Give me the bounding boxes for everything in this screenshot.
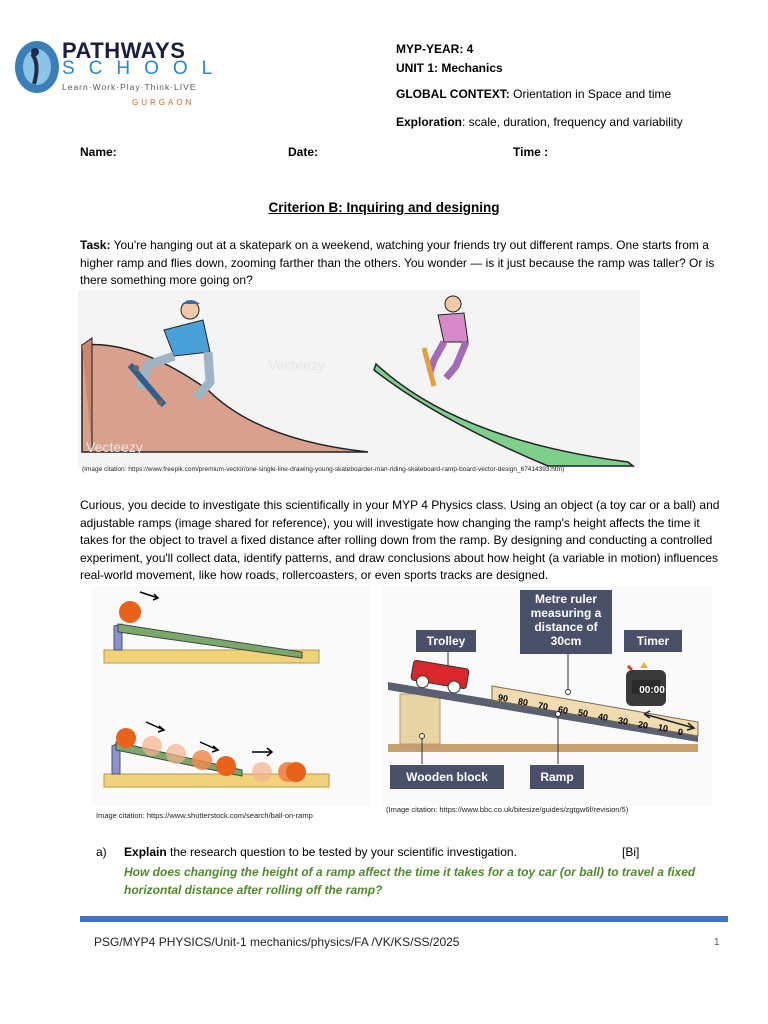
image3-citation: (Image citation: https://www.bbc.co.uk/bitesize/guides/zgtgw6f/revision/5) xyxy=(386,805,629,814)
ruler-mark: 50 xyxy=(577,707,589,719)
ruler-mark: 20 xyxy=(637,719,649,731)
page-number: 1 xyxy=(714,937,720,948)
task-label: Task: xyxy=(80,238,111,252)
ruler-mark: 60 xyxy=(557,704,569,716)
logo-name: PATHWAYS xyxy=(62,38,186,63)
global-context xyxy=(396,87,671,101)
timer-display: 00:00 xyxy=(639,685,665,696)
timer-label: Timer xyxy=(624,630,682,652)
trolley-label: Trolley xyxy=(416,630,476,652)
ruler-mark: 70 xyxy=(537,700,549,712)
svg-text:Vecteezy: Vecteezy xyxy=(86,439,143,455)
school-logo-emblem xyxy=(14,40,60,94)
exploration-value: : scale, duration, frequency and variability xyxy=(462,115,683,129)
myp-year: MYP-YEAR: 4 xyxy=(396,42,474,56)
footer-text: PSG/MYP4 PHYSICS/Unit-1 mechanics/physics/FA /VK/KS/SS/2025 xyxy=(94,935,460,949)
ruler-mark: 30 xyxy=(617,715,629,727)
unit-title: UNIT 1: Mechanics xyxy=(396,61,503,75)
question-marks: [Bi] xyxy=(622,845,640,859)
intro-paragraph: Curious, you decide to investigate this scientifically in your MYP 4 Physics class. Using an object (a toy car or a ball) and adjustable ramps (image shared for reference), you will investigate how changing the ramp's height affects the time it takes for the object to travel a fixed distance after rolling down from the ramp. By designing and conducting a controlled experiment, you'll collect data, identify patterns, and draw conclusions about how height (a variable in motion) influences real-world movement, like how roads, rollercoasters, or even sports tracks are designed. xyxy=(80,498,720,582)
task-text: You're hanging out at a skatepark on a weekend, watching your friends try out different ramps. One starts from a higher ramp and flies down, zooming farther than the others. You wonder — is it just because the ramp was taller? Or is there something more going on? xyxy=(80,238,715,287)
skateboard-ramps-illustration xyxy=(78,290,640,468)
ruler-mark: 10 xyxy=(657,722,669,734)
name-field-label: Name: xyxy=(80,145,117,159)
svg-text:Vecteezy: Vecteezy xyxy=(268,357,325,373)
ball-ramp-illustration xyxy=(92,586,370,806)
logo-school: SCHOOL xyxy=(62,58,227,79)
ruler-mark: 0 xyxy=(677,726,684,738)
ruler-mark: 80 xyxy=(517,696,529,708)
time-field-label: Time : xyxy=(513,145,549,159)
global-context-label: GLOBAL CONTEXT: xyxy=(396,87,510,101)
ruler-mark: 40 xyxy=(597,711,609,723)
ruler-marks xyxy=(498,688,698,748)
logo-city: GURGAON xyxy=(132,98,195,105)
exploration-label: Exploration xyxy=(396,115,463,129)
question-letter: a) xyxy=(96,845,107,859)
image2-citation: Image citation: https://www.shutterstock.com/search/ball-on-ramp xyxy=(96,811,313,820)
question-verb: Explain xyxy=(124,845,167,859)
logo-tagline: Learn·Work·Play·Think·LIVE xyxy=(62,82,197,92)
page-title: Criterion B: Inquiring and designing xyxy=(268,200,500,215)
exploration xyxy=(396,115,683,129)
question-a xyxy=(96,845,517,859)
wooden-block-label: Wooden block xyxy=(390,765,504,789)
ruler-label-box: Metre ruler measuring a distance of 30cm xyxy=(520,590,612,654)
footer-rule xyxy=(80,916,728,922)
answer-text: How does changing the height of a ramp affect the time it takes for a toy car (or ball) to travel a fixed horizontal distance after rolling off the ramp? xyxy=(124,865,696,897)
date-field-label: Date: xyxy=(288,145,319,159)
ruler-mark: 90 xyxy=(497,692,509,704)
ramp-label: Ramp xyxy=(530,765,584,789)
question-text: the research question to be tested by your scientific investigation. xyxy=(166,845,517,859)
image1-citation: (Image citation: https://www.freepik.com/premium-vector/one-single-line-drawing-young-skateboarder-man-riding-skateboard-ramp-board-vector-design_67414393.htm) xyxy=(82,466,565,473)
task-paragraph xyxy=(80,237,730,290)
global-context-value: Orientation in Space and time xyxy=(513,87,672,101)
